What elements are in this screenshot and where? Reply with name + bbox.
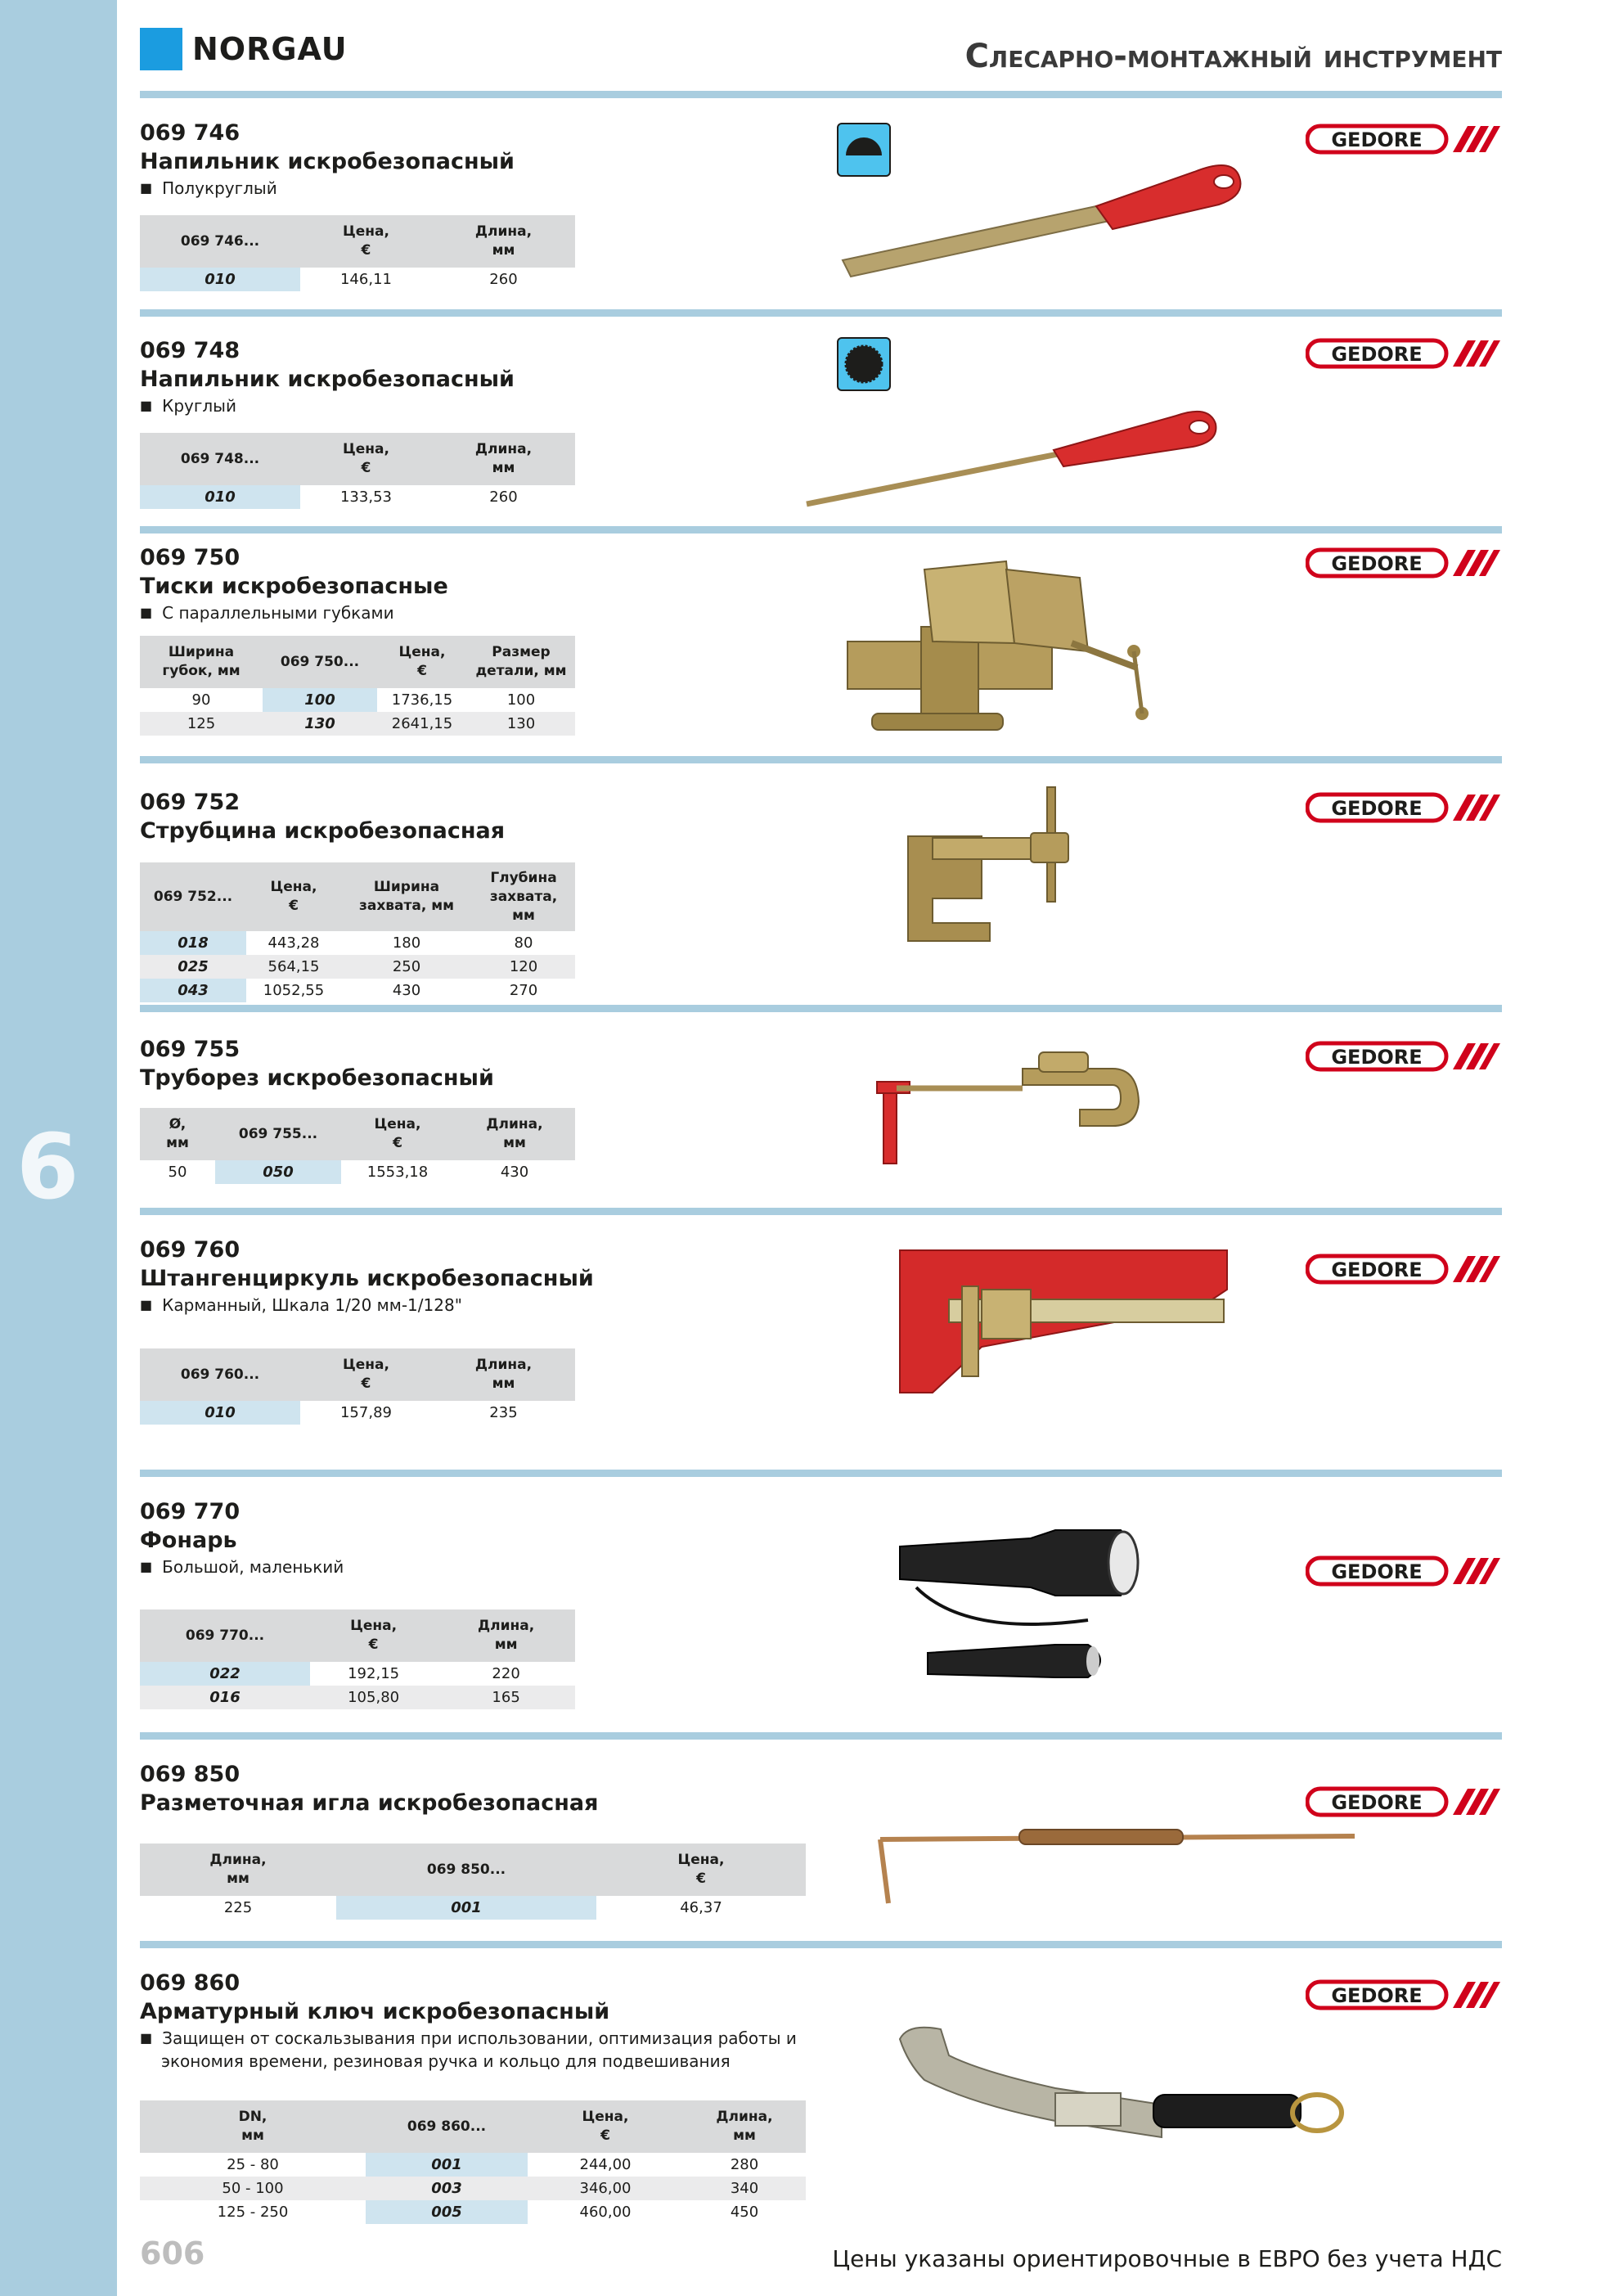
table-row: 022 192,15 220 [140,1662,575,1686]
norgau-logo [140,28,348,70]
pipe-cutter-image [875,1020,1145,1167]
table-row: 50 - 100 003 346,00 340 [140,2177,806,2200]
table-header: Цена, € [377,636,467,688]
table-header: Длина, мм [432,215,575,268]
svg-text:GEDORE: GEDORE [1331,128,1423,151]
product-title: Струбцина искробезопасная [140,818,506,844]
product-description: экономия времени, резиновая ручка и кольцо для подвешивания [161,2051,731,2071]
gedore-logo-icon [1306,337,1502,370]
table-row: 010 133,53 260 [140,485,575,509]
table-header: Длина, мм [140,1844,336,1896]
round-profile-icon [837,337,891,391]
logo-text: NORGAU [192,31,348,67]
product-description: ■ Карманный, Шкала 1/20 мм-1/128" [140,1295,462,1315]
product-header [140,1036,494,1093]
svg-text:GEDORE: GEDORE [1331,797,1423,820]
table-row: 90 100 1736,15 100 [140,688,575,712]
spec-table [140,862,575,1002]
gedore-logo-icon [1306,547,1502,579]
product-title: Тиски искробезопасные [140,574,448,599]
table-header: 069 760... [140,1348,300,1401]
spanner-wrench-image [892,2023,1350,2145]
product-title: Фонарь [140,1528,237,1553]
divider [140,1005,1502,1012]
svg-text:GEDORE: GEDORE [1331,1560,1423,1583]
table-row: 016 105,80 165 [140,1686,575,1709]
table-row: 025 564,15 250 120 [140,955,575,979]
product-header [140,119,515,200]
product-code: 069 860 [140,1970,241,1996]
table-header: Ø, мм [140,1108,215,1160]
table-row: 50 050 1553,18 430 [140,1160,575,1184]
chapter-number: 6 [16,1114,79,1219]
gedore-logo-icon [1306,1253,1502,1285]
table-header: Ширина захвата, мм [341,862,472,931]
table-header: Цена, € [310,1609,437,1662]
spec-table [140,2100,806,2224]
gedore-logo-icon [1306,1040,1502,1073]
product-description: ■ Большой, маленький [140,1557,344,1577]
table-header: Цена, € [300,215,432,268]
table-row: 125 130 2641,15 130 [140,712,575,736]
caliper-image [883,1240,1243,1404]
gedore-logo-icon [1306,1555,1502,1587]
table-header: Цена, € [300,433,432,485]
divider [140,1470,1502,1477]
footer-note: Цены указаны ориентировочные в ЕВРО без учета НДС [832,2245,1502,2272]
product-code: 069 770 [140,1499,241,1524]
table-header: Цена, € [300,1348,432,1401]
gedore-logo-icon [1306,123,1502,155]
table-header: 069 850... [336,1844,596,1896]
svg-text:GEDORE: GEDORE [1331,343,1423,366]
c-clamp-image [883,784,1096,977]
table-header: Цена, € [596,1844,806,1896]
side-strip [0,0,117,2296]
spec-table [140,1609,575,1709]
product-title: Арматурный ключ искробезопасный [140,1999,610,2024]
product-header [140,1236,594,1317]
table-header: 069 755... [215,1108,341,1160]
divider [140,1208,1502,1215]
product-description: ■ С параллельными губками [140,603,394,623]
table-header: 069 746... [140,215,300,268]
table-row: 125 - 250 005 460,00 450 [140,2200,806,2224]
product-code: 069 748 [140,338,241,363]
bullet-icon: ■ [140,605,153,620]
divider [140,309,1502,317]
spec-table [140,1844,806,1920]
scriber-image [872,1818,1363,1907]
round-file-image [800,399,1242,514]
svg-text:GEDORE: GEDORE [1331,552,1423,575]
product-header [140,1761,598,1818]
table-header: 069 748... [140,433,300,485]
product-description: ■ Полукруглый [140,178,277,198]
table-header: Ширина губок, мм [140,636,263,688]
table-header: Длина, мм [683,2100,806,2153]
table-header: Глубина захвата, мм [472,862,575,931]
svg-text:GEDORE: GEDORE [1331,1791,1423,1814]
table-header: Размер детали, мм [467,636,575,688]
svg-text:GEDORE: GEDORE [1331,1258,1423,1281]
divider [140,756,1502,763]
table-header: 069 860... [366,2100,528,2153]
divider [140,1732,1502,1740]
spec-table [140,1108,575,1184]
product-code: 069 760 [140,1237,241,1263]
product-code: 069 755 [140,1037,241,1062]
product-header [140,544,448,624]
logo-square-icon [140,28,182,70]
table-row: 018 443,28 180 80 [140,931,575,955]
product-title: Штангенциркуль искробезопасный [140,1266,594,1291]
bench-vise-image [843,553,1153,741]
table-header: Длина, мм [437,1609,575,1662]
table-row: 225 001 46,37 [140,1896,806,1920]
bullet-icon: ■ [140,180,153,196]
table-row: 010 146,11 260 [140,268,575,291]
bullet-icon: ■ [140,1297,153,1312]
product-header [140,789,505,846]
product-header [140,337,515,417]
product-code: 069 752 [140,790,241,815]
product-header [140,1970,797,2073]
table-row: 25 - 80 001 244,00 280 [140,2153,806,2177]
svg-text:GEDORE: GEDORE [1331,1046,1423,1069]
flashlight-image [892,1522,1153,1694]
product-description: ■ Защищен от соскальзывания при использовании, оптимизация работы и [140,2028,797,2048]
table-row: 010 157,89 235 [140,1401,575,1425]
product-description: ■ Круглый [140,396,236,416]
table-header: 069 770... [140,1609,310,1662]
table-row: 043 1052,55 430 270 [140,979,575,1002]
bullet-icon: ■ [140,398,153,413]
product-code: 069 746 [140,120,241,146]
spec-table [140,433,575,509]
spec-table [140,215,575,291]
product-title: Труборез искробезопасный [140,1065,494,1091]
table-header: Цена, € [341,1108,454,1160]
product-title: Напильник искробезопасный [140,367,515,392]
divider [140,526,1502,533]
svg-text:GEDORE: GEDORE [1331,1984,1423,2007]
gedore-logo-icon [1306,1785,1502,1818]
page-number: 606 [140,2235,205,2271]
half-round-file-image [834,147,1260,278]
bullet-icon: ■ [140,1559,153,1574]
product-code: 069 750 [140,545,241,570]
divider [140,1941,1502,1948]
gedore-logo-icon [1306,1979,1502,2011]
table-header: Длина, мм [432,1348,575,1401]
table-header: Цена, € [528,2100,683,2153]
product-code: 069 850 [140,1762,241,1787]
spec-table [140,636,575,736]
table-header: Длина, мм [454,1108,575,1160]
table-header: DN, мм [140,2100,366,2153]
product-header [140,1498,344,1578]
table-header: Цена, € [246,862,341,931]
table-header: 069 750... [263,636,377,688]
bullet-icon: ■ [140,2030,153,2046]
spec-table [140,1348,575,1425]
table-header: Длина, мм [432,433,575,485]
divider [140,91,1502,98]
product-title: Разметочная игла искробезопасная [140,1790,599,1816]
gedore-logo-icon [1306,791,1502,824]
product-title: Напильник искробезопасный [140,149,515,174]
page-title: Слесарно-монтажный инструмент [964,38,1502,75]
table-header: 069 752... [140,862,246,931]
